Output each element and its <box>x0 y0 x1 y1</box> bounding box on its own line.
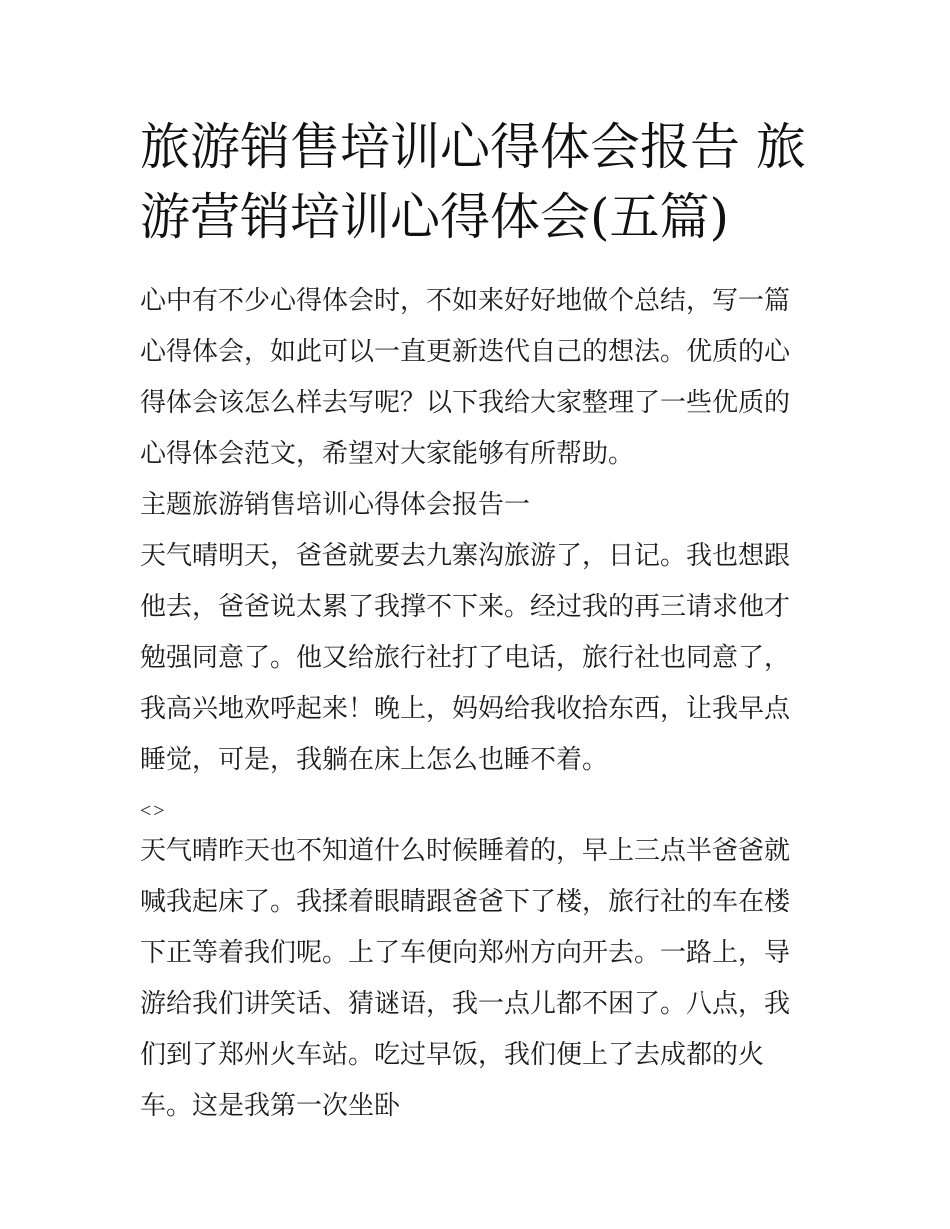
story-paragraph-2: 天气晴昨天也不知道什么时候睡着的，早上三点半爸爸就喊我起床了。我揉着眼睛跟爸爸下了楼，旅行社的车在楼下正等着我们呢。上了车便向郑州方向开去。一路上，导游给我们讲笑话、猜谜语，我一点儿都不困了。八点，我们到了郑州火车站。吃过早饭，我们便上了去成都的火车。这是我第一次坐卧 <box>140 836 791 1121</box>
document-title: 旅游销售培训心得体会报告 旅游营销培训心得体会(五篇) <box>140 118 806 246</box>
story-paragraph-1: 天气晴明天，爸爸就要去九寨沟旅游了，日记。我也想跟他去，爸爸说太累了我撑不下来。经过我的再三请求他才勉强同意了。他又给旅行社打了电话，旅行社也同意了，我高兴地欢呼起来！晚上，妈妈给我收拾东西，让我早点睡觉，可是，我躺在床上怎么也睡不着。 <box>140 541 791 775</box>
intro-paragraph: 心中有不少心得体会时，不如来好好地做个总结，写一篇心得体会，如此可以一直更新迭代自己的想法。优质的心得体会该怎么样去写呢？以下我给大家整理了一些优质的心得体会范文，希望对大家能够有所帮助。 <box>140 286 791 469</box>
separator-marker: <> <box>140 800 167 822</box>
section-heading: 主题旅游销售培训心得体会报告一 <box>140 490 531 520</box>
